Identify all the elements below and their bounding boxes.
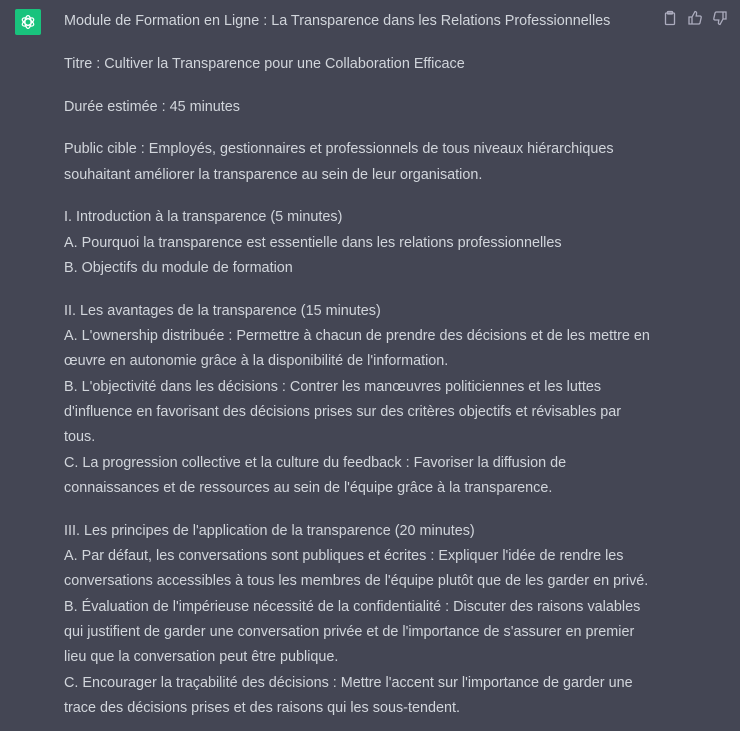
text-line: A. Par défaut, les conversations sont publiques et écrites : Expliquer l'idée de rendre les conversations accessibles à tous les membres de l'équipe plutôt que de les garder en privé.: [64, 548, 649, 590]
paragraph: [64, 9, 654, 34]
clipboard-icon[interactable]: [662, 10, 678, 26]
text-line: Public cible : Employés, gestionnaires et professionnels de tous niveaux hiérarchiques souhaitant améliorer la transparence au sein de leur organisation.: [64, 141, 614, 183]
thumbs-down-icon[interactable]: [712, 10, 728, 26]
text-line: Titre : Cultiver la Transparence pour une Collaboration Efficace: [64, 55, 465, 72]
text-line: B. Objectifs du module de formation: [64, 260, 293, 277]
text-line: B. L'objectivité dans les décisions : Contrer les manœuvres politiciennes et les luttes d'influence en favorisant des décisions prises sur des critères objectifs et révisables par tous.: [64, 378, 622, 446]
text-line: I. Introduction à la transparence (5 minutes): [64, 209, 343, 226]
text-line: II. Les avantages de la transparence (15 minutes): [64, 302, 381, 319]
text-line: III. Les principes de l'application de la transparence (20 minutes): [64, 522, 475, 539]
message-content: [64, 9, 654, 721]
paragraph: [64, 95, 654, 120]
message-actions: [662, 10, 728, 26]
openai-logo-icon: [15, 9, 41, 35]
paragraph: [64, 205, 654, 281]
paragraph: [64, 299, 654, 501]
text-line: C. Encourager la traçabilité des décisions : Mettre l'accent sur l'importance de garder une trace des décisions prises et des raisons qui les sous-tendent.: [64, 674, 633, 716]
thumbs-up-icon[interactable]: [687, 10, 703, 26]
paragraph: [64, 137, 654, 188]
text-line: A. L'ownership distribuée : Permettre à chacun de prendre des décisions et de les mettre en œuvre en autonomie grâce à la disponibilité de l'information.: [64, 328, 650, 370]
text-line: Module de Formation en Ligne : La Transparence dans les Relations Professionnelles: [64, 13, 611, 29]
paragraph: [64, 52, 654, 77]
text-line: B. Évaluation de l'impérieuse nécessité de la confidentialité : Discuter des raisons valables qui justifient de garder une conversation privée et de l'importance de s'assurer en premier lieu que la conversation peut être publique.: [64, 598, 641, 666]
text-line: C. La progression collective et la culture du feedback : Favoriser la diffusion de connaissances et de ressources au sein de l'équipe grâce à la transparence.: [64, 454, 567, 496]
paragraph: [64, 519, 654, 721]
text-line: Durée estimée : 45 minutes: [64, 98, 240, 115]
text-line: A. Pourquoi la transparence est essentielle dans les relations professionnelles: [64, 234, 562, 251]
